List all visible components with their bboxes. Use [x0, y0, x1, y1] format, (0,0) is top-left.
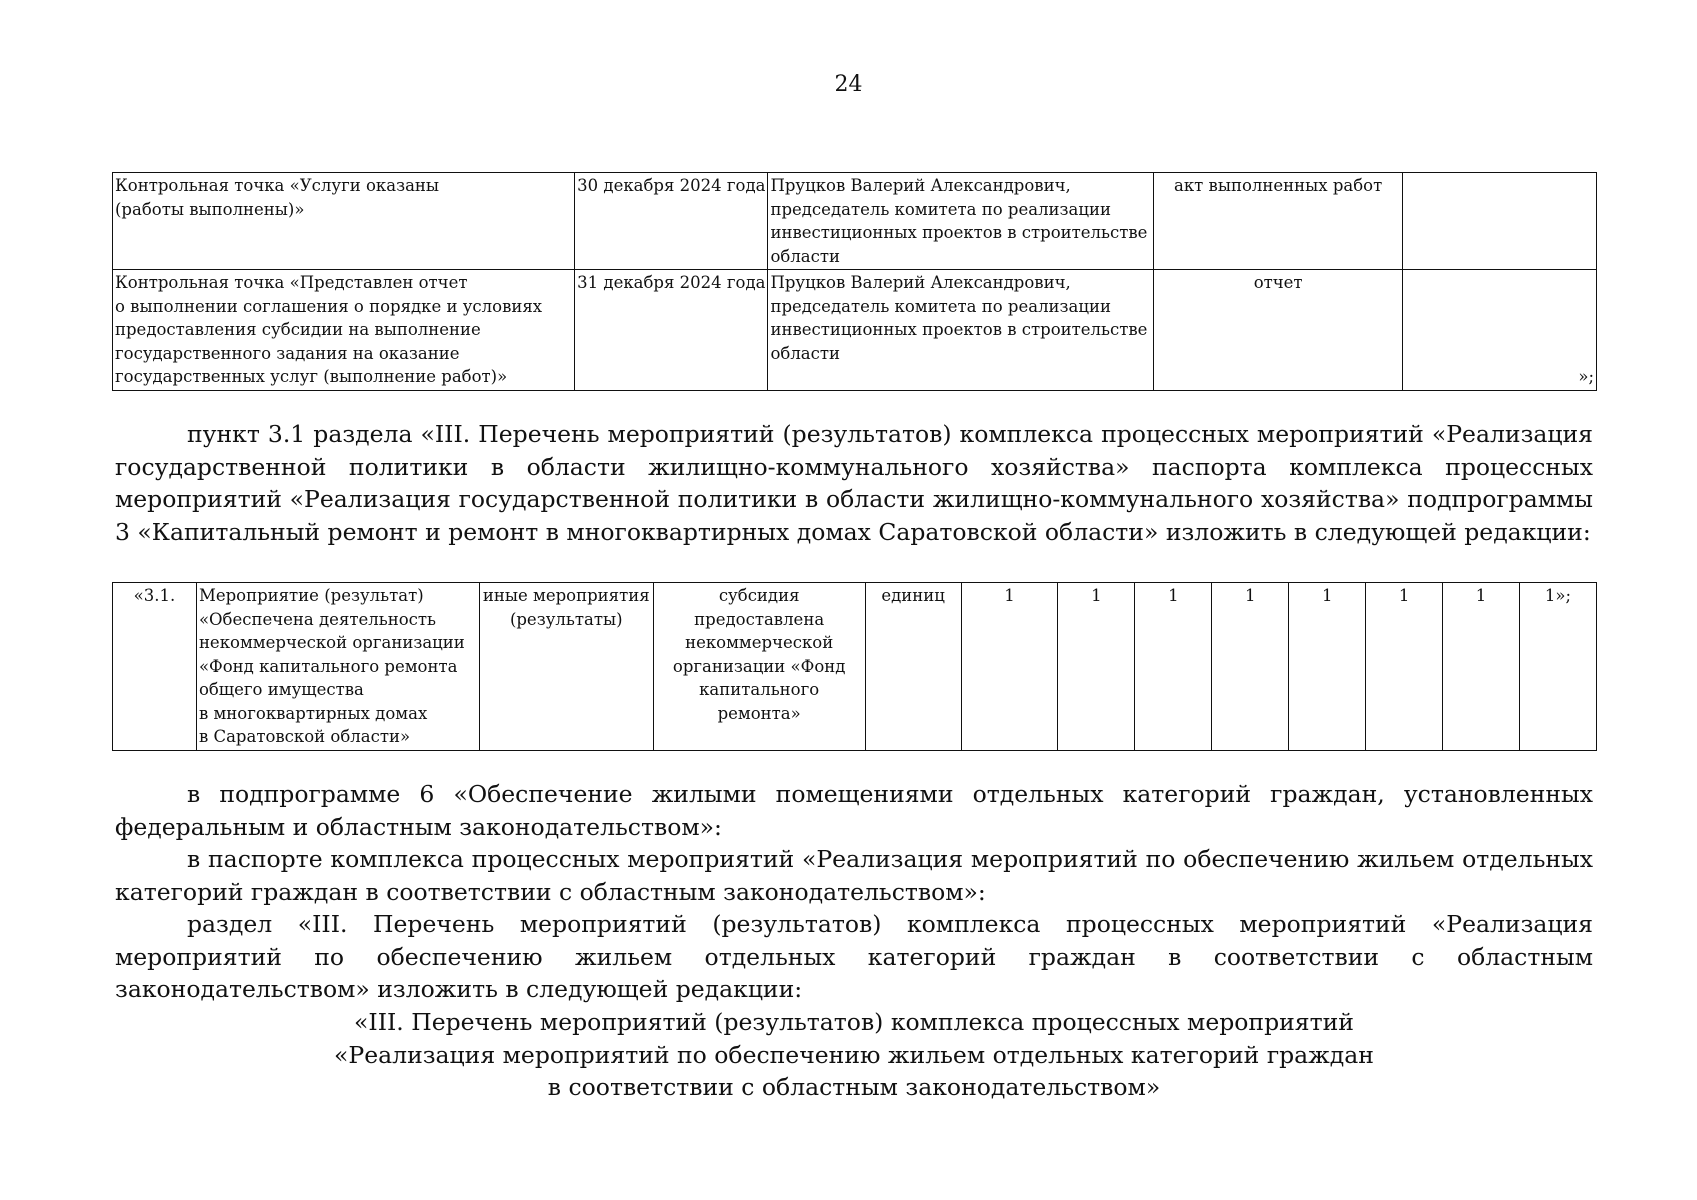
- last-cell: [1403, 173, 1597, 270]
- measure-number: «3.1.: [113, 583, 197, 751]
- paragraph: в паспорте комплекса процессных мероприятий «Реализация мероприятий по обеспечению жильем отдельных категорий граждан в соответствии с областным законодательством»:: [115, 845, 1593, 906]
- measure-value: 1: [1443, 583, 1520, 751]
- measure-value: 1»;: [1520, 583, 1597, 751]
- document-type: акт выполненных работ: [1153, 173, 1403, 270]
- measure-name: Мероприятие (результат) «Обеспечена деятельность некоммерческой организации «Фонд капитального ремонта общего имущества в многоквартирных домах в Саратовской области»: [196, 583, 479, 751]
- responsible-person: Пруцков Валерий Александрович, председатель комитета по реализации инвестиционных проектов в строительстве области: [768, 270, 1153, 391]
- measure-description: субсидия предоставлена некоммерческой организации «Фонд капитального ремонта»: [653, 583, 865, 751]
- measure-value: 1: [1135, 583, 1212, 751]
- document-type: отчет: [1153, 270, 1403, 391]
- measure-unit: единиц: [865, 583, 961, 751]
- last-cell: »;: [1403, 270, 1597, 391]
- measures-table: [112, 582, 1597, 751]
- table-row: [113, 270, 1597, 391]
- measure-value: 1: [1366, 583, 1443, 751]
- control-point-date: 31 декабря 2024 года: [575, 270, 768, 391]
- table-row: [113, 173, 1597, 270]
- paragraph-punkt-3-1: пункт 3.1 раздела «III. Перечень мероприятий (результатов) комплекса процессных мероприятий «Реализация государственной политики в области жилищно-коммунального хозяйства» паспорта комплекса процессных мероприятий «Реализация государственной политики в области жилищно-коммунального хозяйства» подпрограммы 3 «Капитальный ремонт и ремонт в многоквартирных домах Саратовской области» изложить в следующей редакции:: [115, 420, 1593, 546]
- measure-value: 1: [1289, 583, 1366, 751]
- section-heading: «III. Перечень мероприятий (результатов) комплекса процессных мероприятий «Реализация мероприятий по обеспечению жильем отдельных категорий граждан в соответствии с областным законодательством»: [334, 1008, 1374, 1101]
- paragraph: раздел «III. Перечень мероприятий (результатов) комплекса процессных мероприятий «Реализация мероприятий по обеспечению жильем отдельных категорий граждан в соответствии с областным законодательством» изложить в следующей редакции:: [115, 910, 1593, 1003]
- paragraph: в подпрограмме 6 «Обеспечение жилыми помещениями отдельных категорий граждан, установленных федеральным и областным законодательством»:: [115, 780, 1593, 841]
- control-point-name: Контрольная точка «Услуги оказаны (работы выполнены)»: [113, 173, 575, 270]
- subprogram-6-text: [115, 778, 1593, 1006]
- measure-value: 1: [1058, 583, 1135, 751]
- measure-type: иные мероприятия (результаты): [479, 583, 653, 751]
- measure-value: 1: [1212, 583, 1289, 751]
- table-row: [113, 583, 1597, 751]
- control-points-table: [112, 172, 1597, 391]
- page-number: 24: [834, 72, 863, 97]
- measure-value: 1: [961, 583, 1058, 751]
- control-point-name: Контрольная точка «Представлен отчет о выполнении соглашения о порядке и условиях предоставления субсидии на выполнение государственного задания на оказание государственных услуг (выполнение работ)»: [113, 270, 575, 391]
- responsible-person: Пруцков Валерий Александрович, председатель комитета по реализации инвестиционных проектов в строительстве области: [768, 173, 1153, 270]
- control-point-date: 30 декабря 2024 года: [575, 173, 768, 270]
